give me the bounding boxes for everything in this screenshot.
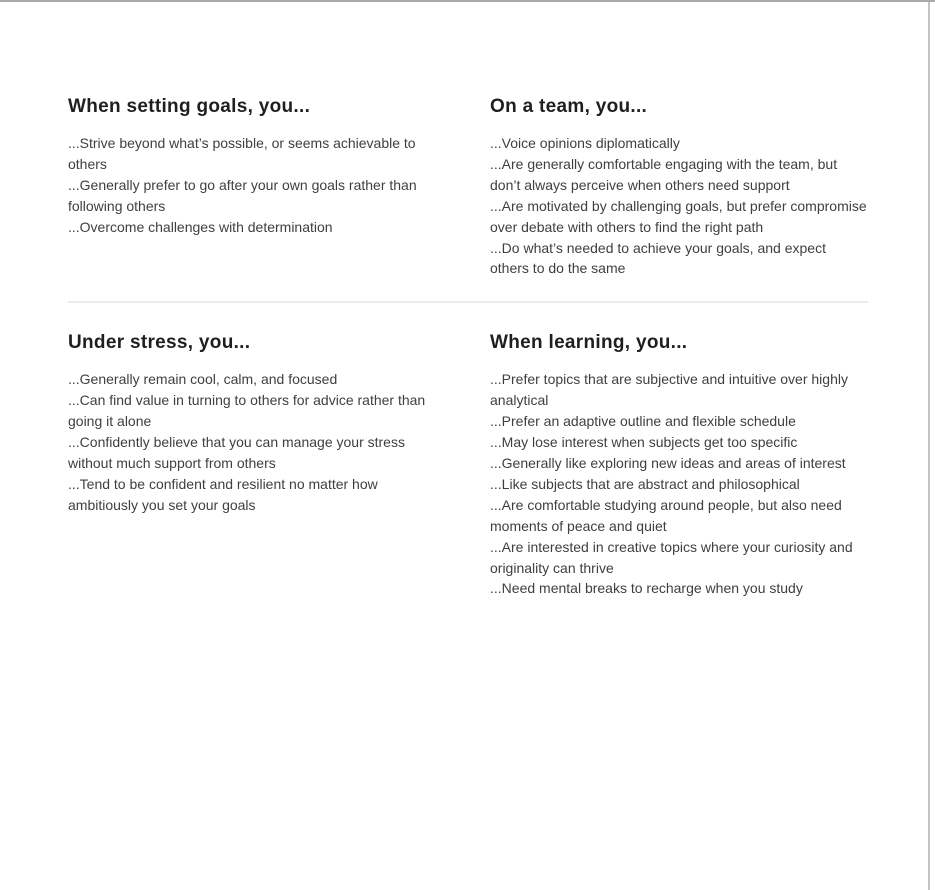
trait-item: ...Prefer topics that are subjective and intuitive over highly analytical [490,371,848,409]
section-title: On a team, you... [490,96,648,117]
trait-section-on-a-team [490,95,868,279]
page-right-border [928,2,930,890]
trait-item: ...Are generally comfortable engaging with the team, but don’t always perceive when others need support [490,155,838,193]
trait-section-under-stress [68,331,446,599]
section-title: When learning, you... [490,332,688,354]
trait-list [490,133,868,279]
trait-section-when-learning [490,331,868,599]
trait-item: ...Voice opinions diplomatically [490,135,680,151]
trait-item: ...Are comfortable studying around people, but also need moments of peace and quiet [490,496,842,534]
results-grid [68,0,868,599]
trait-item: ...Need mental breaks to recharge when you study [490,580,803,597]
trait-list [68,133,446,238]
trait-item: ...Confidently believe that you can manage your stress without much support from others [68,434,405,471]
trait-item: ...Can find value in turning to others for advice rather than going it alone [68,392,426,430]
trait-item: ...Generally like exploring new ideas and areas of interest [490,454,846,471]
trait-item: ...Overcome challenges with determination [68,218,333,235]
trait-list [68,369,446,515]
trait-item: ...Strive beyond what’s possible, or seems achievable to others [68,135,416,172]
page-top-border [0,0,935,2]
section-title: When setting goals, you... [68,96,311,117]
trait-item: ...May lose interest when subjects get too specific [490,434,798,451]
trait-item: ...Tend to be confident and resilient no matter how ambitiously you set your goals [68,475,378,513]
trait-item: ...Do what’s needed to achieve your goals, and expect others to do the same [490,239,826,277]
trait-item: ...Prefer an adaptive outline and flexible schedule [490,413,796,430]
trait-item: ...Are interested in creative topics where your curiosity and originality can thrive [490,538,853,576]
section-title: Under stress, you... [68,332,251,354]
trait-item: ...Generally remain cool, calm, and focused [68,371,338,388]
trait-section-setting-goals [68,95,446,279]
trait-item: ...Like subjects that are abstract and philosophical [490,475,800,492]
trait-item: ...Are motivated by challenging goals, but prefer compromise over debate with others to find the right path [490,197,867,235]
trait-item: ...Generally prefer to go after your own goals rather than following others [68,176,417,214]
trait-list [490,369,868,599]
row-divider [68,301,868,303]
